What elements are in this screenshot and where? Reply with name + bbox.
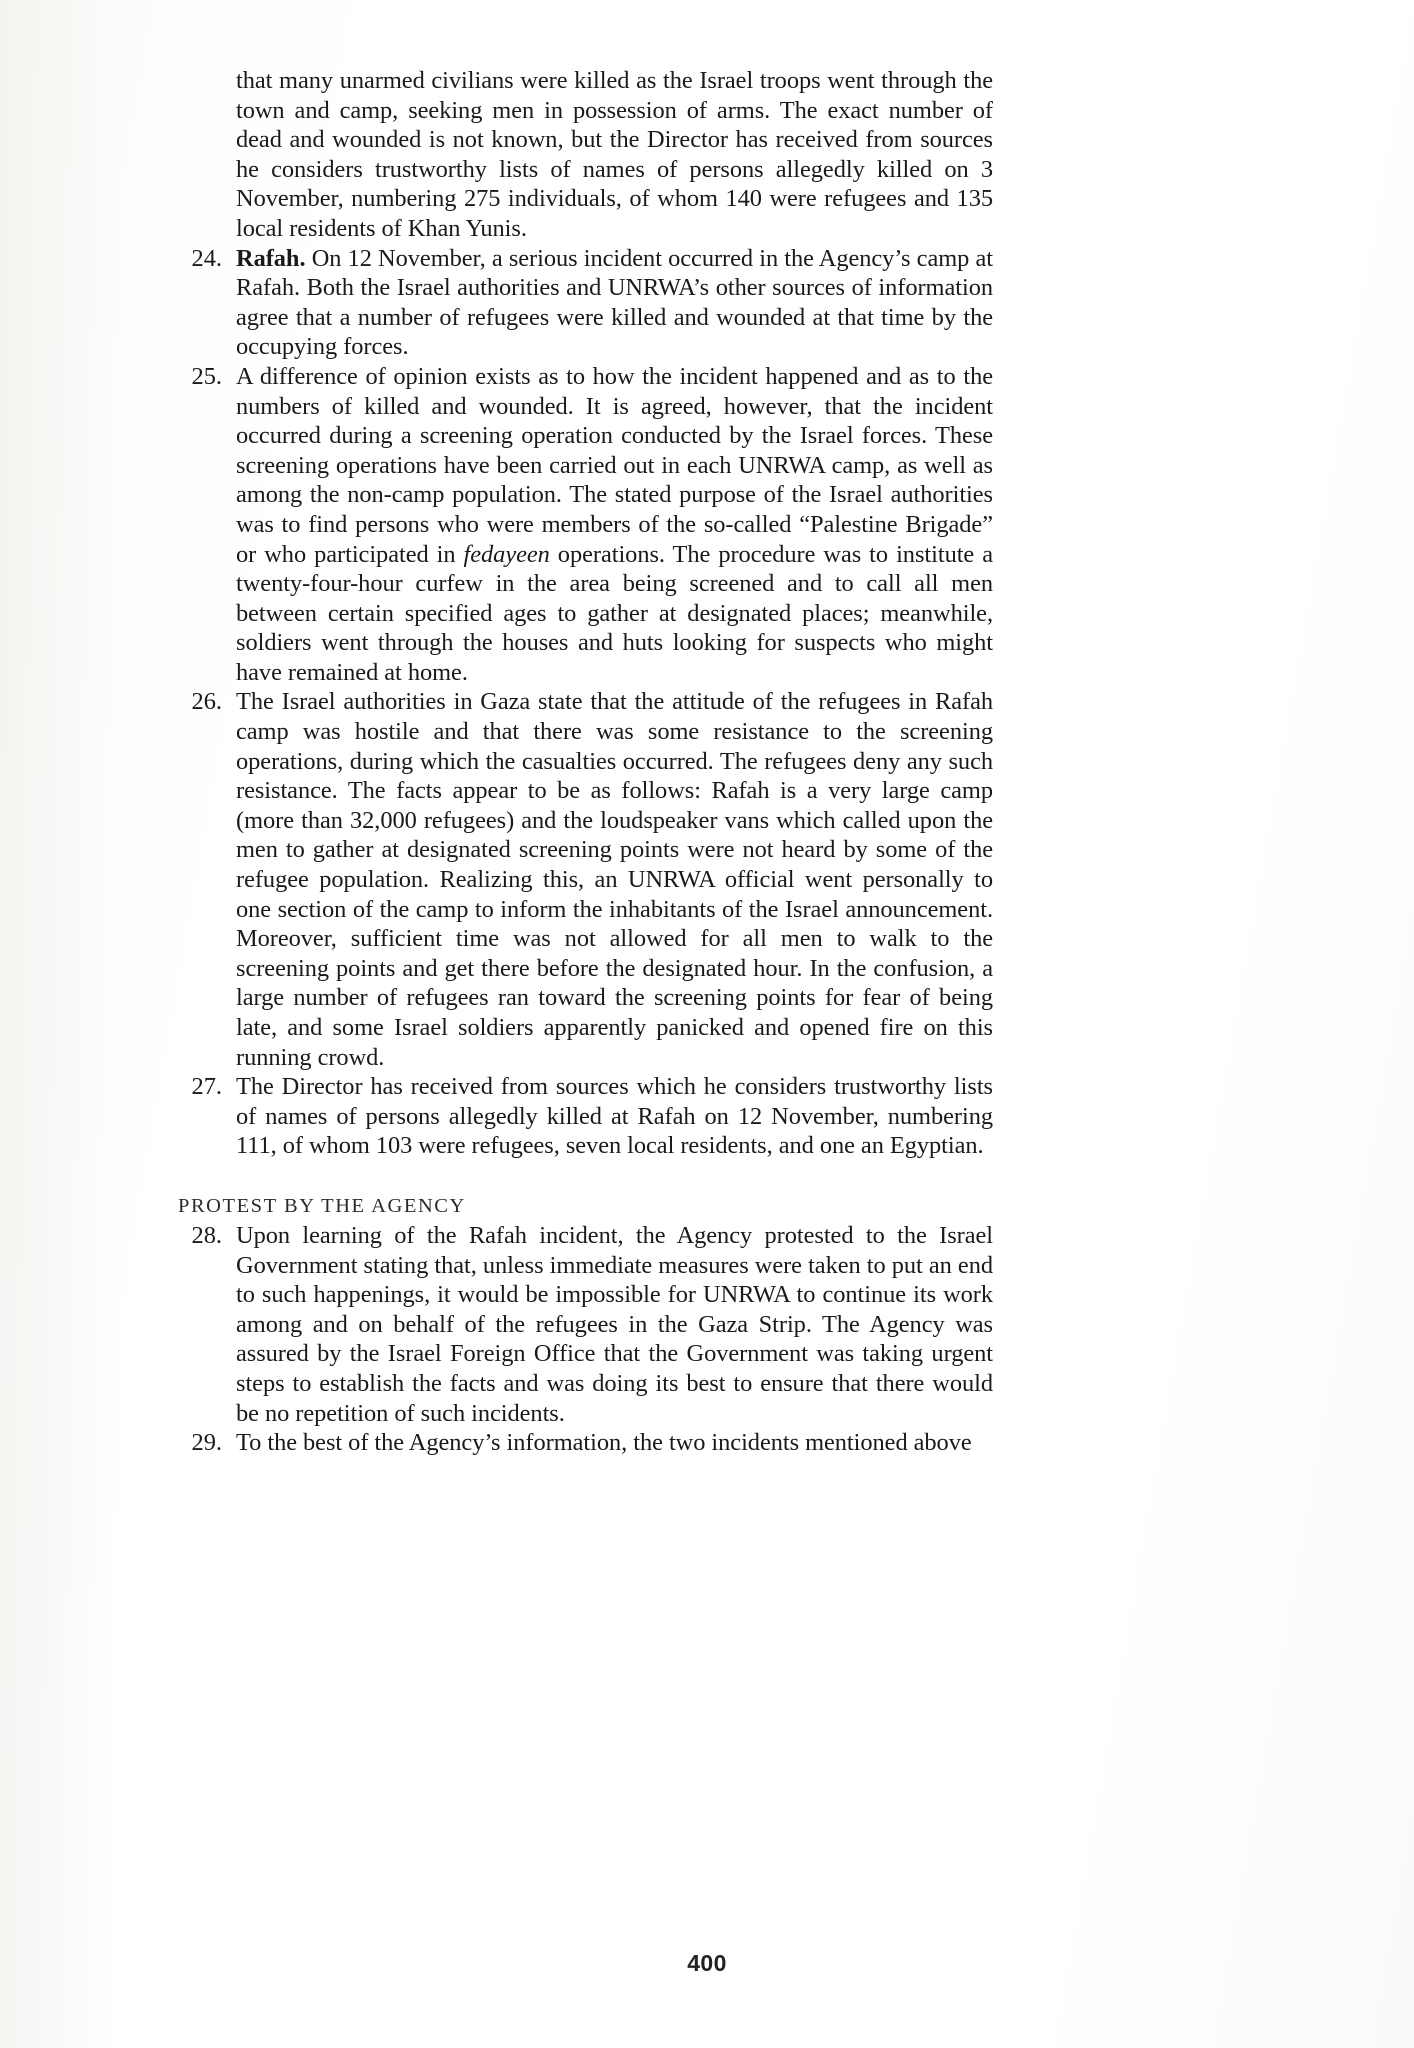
paragraph-body-24: On 12 November, a serious incident occurred in the Agency’s camp at Rafah. Both the Israel authorities and UNRWA’s other sources of information agree that a number of refugees were killed and wounded at that time by the occupying forces. <box>236 244 993 361</box>
paragraph-25-part-2: operations. The procedure was to institute a twenty-four-hour curfew in the area being screened and to call all men between certain specified ages to gather at designated places; meanwhile, soldiers went through the houses and huts looking for suspects who might have remained at home. <box>236 540 994 686</box>
page-number: 400 <box>687 1950 727 1976</box>
paragraph-text-26: The Israel authorities in Gaza state that the attitude of the refugees in Rafah camp was hostile and that there was some resistance to the screening operations, during which the casualties occurred. The refugees deny any such resistance. The facts appear to be as follows: Rafah is a very large camp (more than 32,000 refugees) and the loudspeaker vans which called upon the men to gather at designated screening points were not heard by some of the refugee population. Realizing this, an UNRWA official went personally to one section of the camp to inform the inhabitants of the Israel announcement. Moreover, sufficient time was not allowed for all men to walk to the screening points and get there before the designated hour. In the confusion, a large number of refugees ran toward the screening points for fear of being late, and some Israel soldiers apparently panicked and opened fire on this running crowd. <box>236 688 993 1071</box>
paragraph-text-27: The Director has received from sources which he considers trustworthy lists of names of persons allegedly killed at Rafah on 12 November, numbering 111, of whom 103 were refugees, seven local residents, and one an Egyptian. <box>236 1073 993 1160</box>
paragraph-text-24 <box>236 244 993 362</box>
paragraph-25 <box>178 362 993 688</box>
paragraph-26 <box>178 687 993 1072</box>
paragraph-number-27: 27. <box>191 1073 222 1101</box>
paragraph-continued-23 <box>178 66 993 244</box>
paragraph-28 <box>178 1221 993 1428</box>
paragraph-27 <box>178 1072 993 1161</box>
paragraph-number-25: 25. <box>191 362 222 390</box>
paragraph-29 <box>178 1428 993 1458</box>
paragraph-number-29: 29. <box>191 1429 222 1457</box>
paragraph-number-24: 24. <box>191 244 222 272</box>
italic-term-fedayeen: fedayeen <box>463 540 550 568</box>
section-heading: PROTEST BY THE AGENCY <box>178 1194 466 1217</box>
paragraph-25-part-1: A difference of opinion exists as to how the incident happened and as to the numbers of killed and wounded. It is agreed, however, that the incident occurred during a screening operation conducted by the Israel forces. These screening operations have been carried out in each UNRWA camp, as well as among the non-camp population. The stated purpose of the Israel authorities was to find persons who were members of the so-called “Palestine Brigade” or who participated in <box>236 362 993 568</box>
paragraph-text: that many unarmed civilians were killed as the Israel troops went through the town and camp, seeking men in possession of arms. The exact number of dead and wounded is not known, but the Director has received from sources he considers trustworthy lists of names of persons allegedly killed on 3 November, numbering 275 individuals, of whom 140 were refugees and 135 local residents of Khan Yunis. <box>236 67 993 242</box>
paragraph-number-26: 26. <box>191 688 222 716</box>
paragraph-number-28: 28. <box>191 1221 222 1249</box>
paragraph-text-28: Upon learning of the Rafah incident, the Agency protested to the Israel Government stating that, unless immediate measures were taken to put an end to such happenings, it would be impossible for UNRWA to continue its work among and on behalf of the refugees in the Gaza Strip. The Agency was assured by the Israel Foreign Office that the Government was taking urgent steps to establish the facts and was doing its best to ensure that there would be no repetition of such incidents. <box>236 1221 993 1427</box>
paragraph-24 <box>178 244 993 362</box>
text-column <box>178 66 993 1458</box>
paragraph-text-25 <box>236 362 993 688</box>
paragraph-text-29: To the best of the Agency’s information, the two incidents mentioned above <box>236 1429 972 1457</box>
run-in-heading-rafah: Rafah. <box>236 244 306 272</box>
